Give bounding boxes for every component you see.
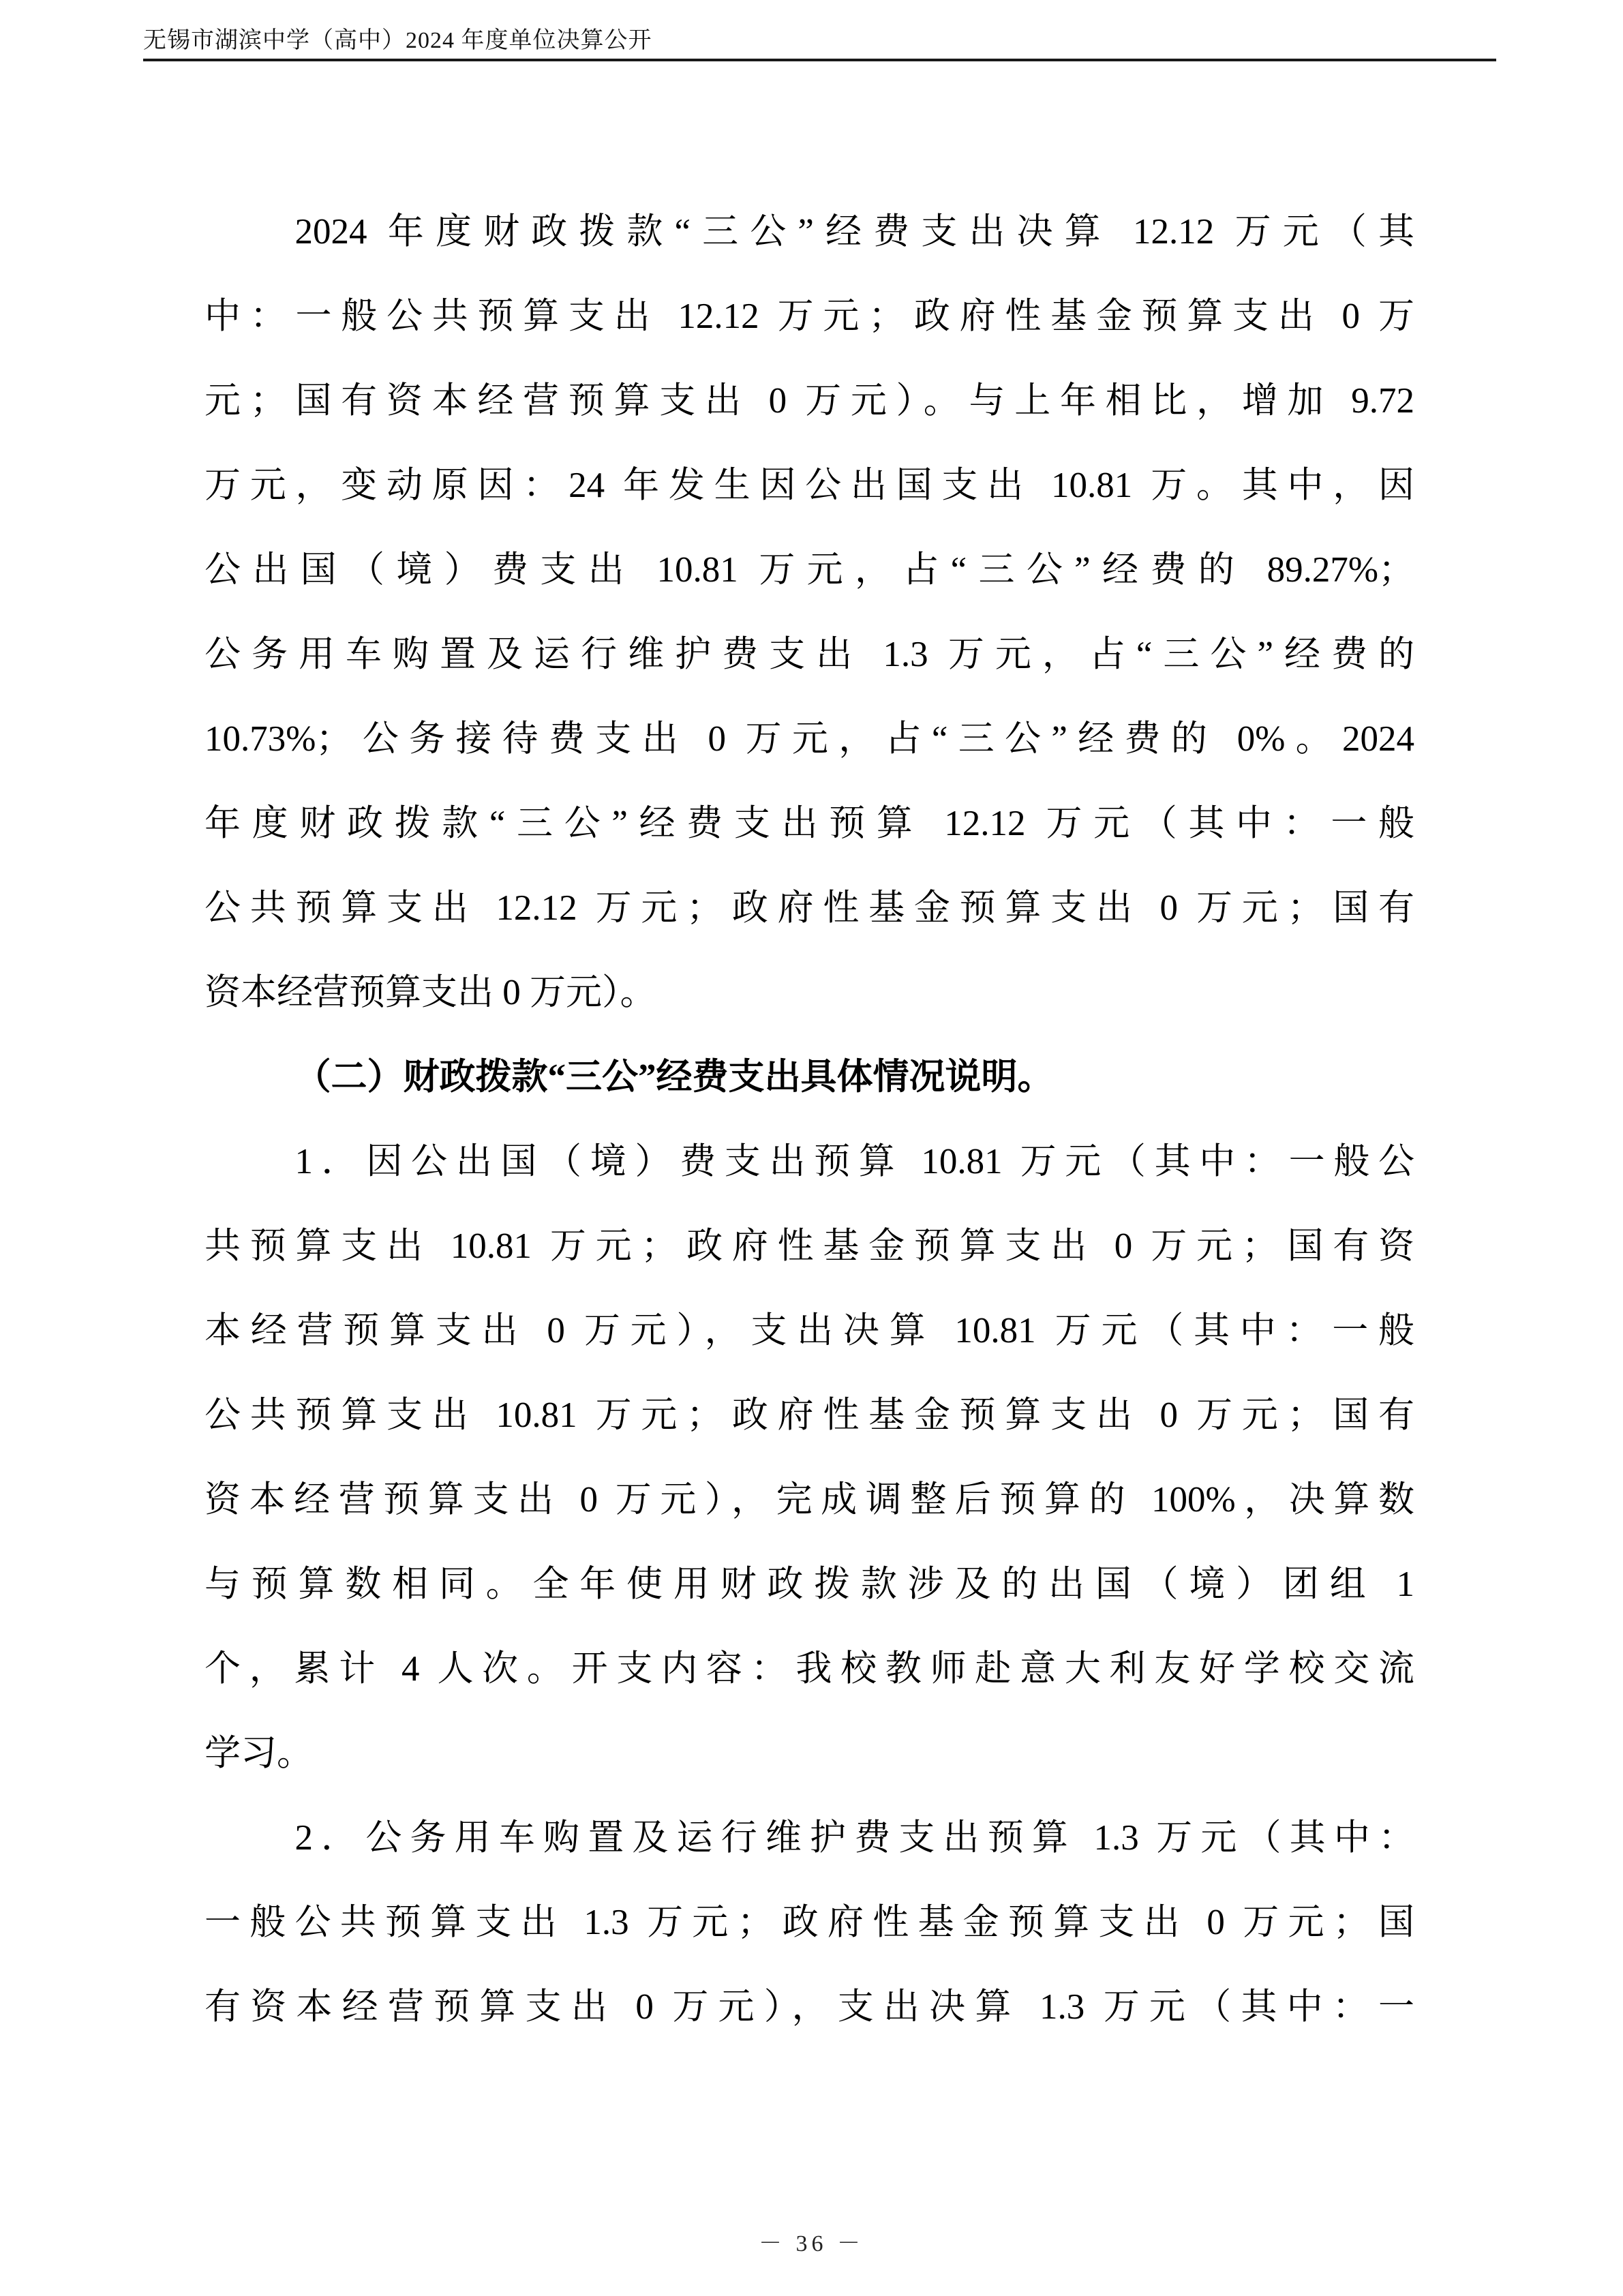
- text-line: （二）财政拨款“三公”经费支出具体情况说明。: [294, 1057, 1054, 1097]
- text-line: 资本经营预算支出 0 万元）。: [204, 973, 656, 1012]
- text-line: 10.73%；公务接待费支出 0 万元，占“三公”经费的 0%。2024: [204, 719, 1414, 759]
- text-line: 公共预算支出 10.81 万元；政府性基金预算支出 0 万元；国有: [204, 1395, 1414, 1435]
- text-line: 与预算数相同。全年使用财政拨款涉及的出国（境）团组 1: [204, 1565, 1414, 1604]
- text-line: 公共预算支出 12.12 万元；政府性基金预算支出 0 万元；国有: [204, 888, 1414, 928]
- body-paragraph: [204, 190, 1414, 1035]
- text-line: 一般公共预算支出 1.3 万元；政府性基金预算支出 0 万元；国: [204, 1903, 1414, 1942]
- body-paragraph: [204, 1796, 1414, 2049]
- body-paragraph: [204, 1119, 1414, 1796]
- page-number: － 36 －: [759, 2231, 864, 2256]
- text-line: 共预算支出 10.81 万元；政府性基金预算支出 0 万元；国有资: [204, 1226, 1414, 1266]
- text-line: 中：一般公共预算支出 12.12 万元；政府性基金预算支出 0 万: [204, 297, 1414, 336]
- text-line: 资本经营预算支出 0 万元），完成调整后预算的 100%，决算数: [204, 1480, 1414, 1520]
- text-line: 2．公务用车购置及运行维护费支出预算 1.3 万元（其中：: [294, 1818, 1414, 1858]
- text-line: 公务用车购置及运行维护费支出 1.3 万元，占“三公”经费的: [204, 635, 1414, 674]
- text-line: 万元，变动原因：24 年发生因公出国支出 10.81 万。其中，因: [204, 466, 1414, 505]
- text-line: 年度财政拨款“三公”经费支出预算 12.12 万元（其中：一般: [204, 804, 1414, 843]
- text-line: 1．因公出国（境）费支出预算 10.81 万元（其中：一般公: [294, 1142, 1414, 1181]
- document-body: [204, 190, 1414, 2049]
- text-line: 2024 年度财政拨款“三公”经费支出决算 12.12 万元（其: [294, 212, 1414, 252]
- text-line: 有资本经营预算支出 0 万元），支出决算 1.3 万元（其中：一: [204, 1987, 1414, 2027]
- header-divider-rule: [143, 59, 1496, 61]
- text-line: 学习。: [204, 1734, 313, 1773]
- text-line: 元；国有资本经营预算支出 0 万元）。与上年相比，增加 9.72: [204, 381, 1414, 421]
- text-line: 个，累计 4 人次。开支内容：我校教师赴意大利友好学校交流: [204, 1649, 1414, 1689]
- text-line: 公出国（境）费支出 10.81 万元，占“三公”经费的 89.27%；: [204, 550, 1414, 590]
- page-header-title: 无锡市湖滨中学（高中）2024 年度单位决算公开: [143, 28, 652, 53]
- text-line: 本经营预算支出 0 万元），支出决算 10.81 万元（其中：一般: [204, 1311, 1414, 1350]
- section-heading: [204, 1035, 1414, 1119]
